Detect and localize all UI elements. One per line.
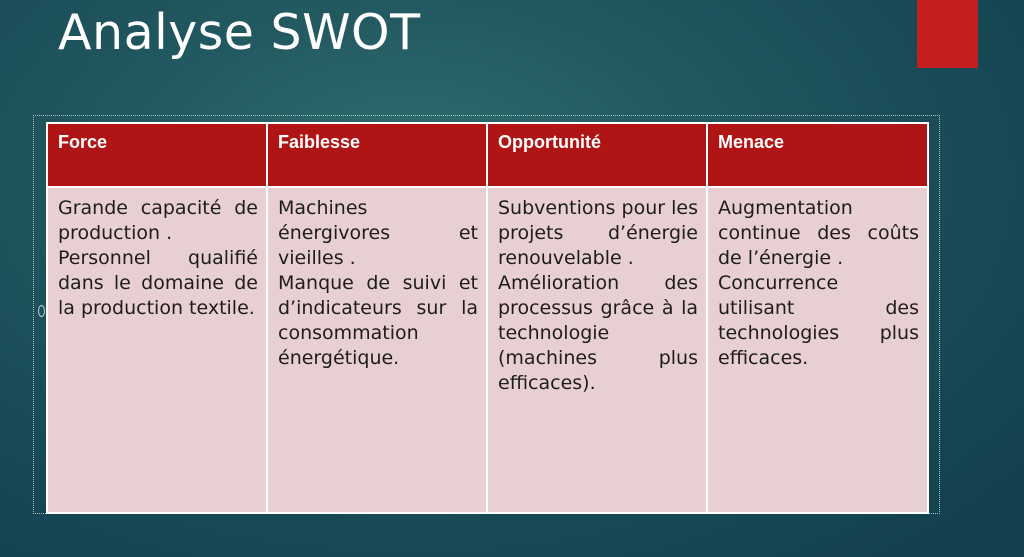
cell-faiblesse[interactable] — [267, 187, 487, 513]
content-row — [47, 187, 928, 513]
swot-table[interactable] — [46, 122, 929, 514]
opportunite-item: Subventions pour les projets d’énergie renouvelable . — [498, 197, 698, 269]
faiblesse-item: Manque de suivi et d’indicateurs sur la consommation énergétique. — [278, 272, 478, 369]
slide-title: Analyse SWOT — [58, 4, 421, 61]
faiblesse-item: Machines énergivores et vieilles . — [278, 197, 478, 269]
header-force[interactable]: Force — [47, 123, 267, 187]
force-item: Grande capacité de production . — [58, 197, 258, 244]
header-menace[interactable]: Menace — [707, 123, 928, 187]
header-faiblesse[interactable]: Faiblesse — [267, 123, 487, 187]
header-opportunite[interactable]: Opportunité — [487, 123, 707, 187]
resize-handle[interactable] — [38, 305, 45, 317]
opportunite-item: Amélioration des processus grâce à la technologie (machines plus efficaces). — [498, 272, 698, 394]
force-item: Personnel qualifié dans le domaine de la production textile. — [58, 247, 258, 319]
cell-force[interactable] — [47, 187, 267, 513]
cell-menace[interactable] — [707, 187, 928, 513]
red-accent-block — [917, 0, 978, 68]
header-row — [47, 123, 928, 187]
menace-item: Concurrence utilisant des technologies plus efficaces. — [718, 272, 919, 369]
menace-item: Augmentation continue des coûts de l’énergie . — [718, 197, 919, 269]
cell-opportunite[interactable] — [487, 187, 707, 513]
